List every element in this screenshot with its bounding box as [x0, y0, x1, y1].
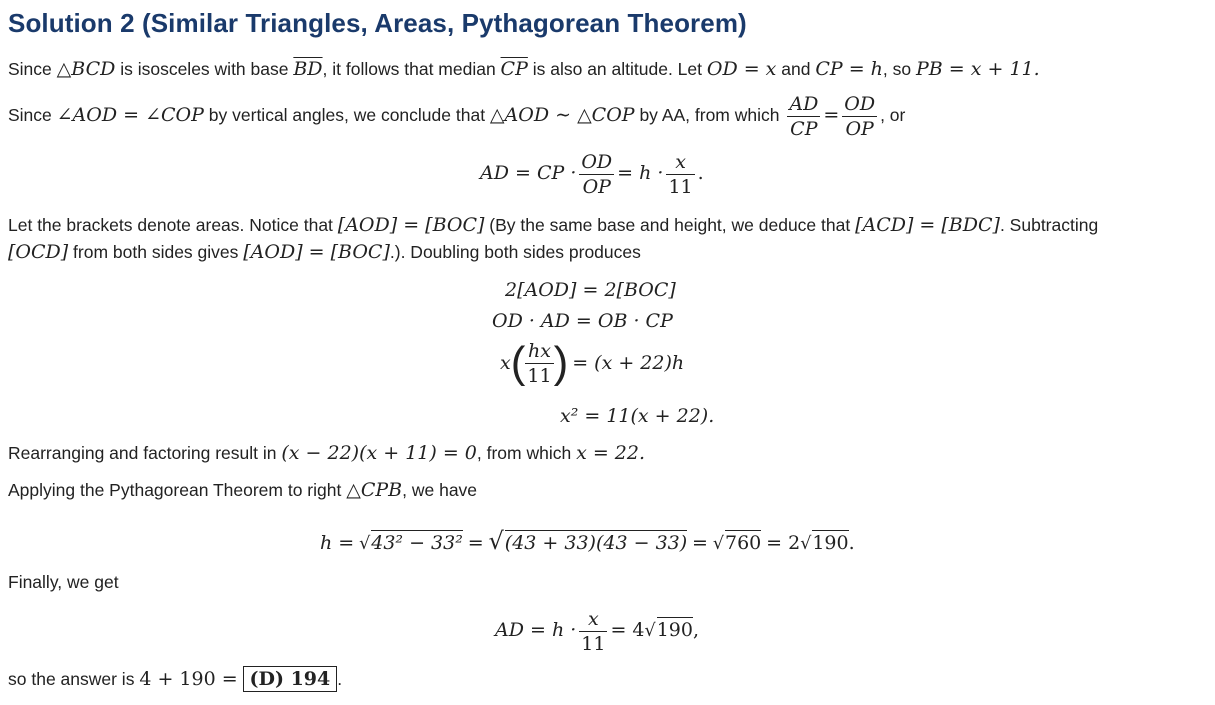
- text: from both sides gives: [68, 242, 244, 262]
- text: , from which: [476, 443, 577, 463]
- math-radicand: 190: [812, 532, 849, 554]
- text: is also an altitude. Let: [527, 59, 707, 79]
- math-line: x² = 11(x + 22).: [560, 405, 715, 427]
- sqrt-symbol: √: [644, 621, 656, 642]
- solution-heading: Solution 2 (Similar Triangles, Areas, Pythagorean Theorem): [8, 8, 747, 38]
- math-equals: = 2: [766, 532, 801, 554]
- math-lhs: AD = h ·: [495, 619, 577, 642]
- numerator: x: [666, 150, 694, 175]
- text: , it follows that median: [322, 59, 501, 79]
- math-triangle-cpb: △CPB: [346, 479, 403, 501]
- align-line-2: [492, 310, 673, 332]
- math-x-22: x = 22.: [576, 442, 646, 464]
- sqrt-symbol: √: [488, 527, 504, 555]
- numerator: OD: [581, 151, 613, 173]
- denominator: 11: [581, 633, 606, 655]
- text: .: [337, 669, 343, 689]
- paragraph-vertical-angles: [8, 92, 905, 141]
- left-paren: (: [510, 338, 526, 387]
- text: Finally, we get: [8, 572, 119, 592]
- answer-box: (D) 194: [243, 666, 338, 692]
- math-triangle-bcd: △BCD: [56, 58, 116, 80]
- math-pb: PB = x + 11.: [915, 58, 1040, 80]
- fraction-od-op: [579, 150, 614, 199]
- sqrt-symbol: √: [800, 534, 812, 554]
- numerator: hx: [525, 339, 553, 364]
- denominator: CP: [790, 118, 818, 140]
- math-ocd: [OCD]: [8, 241, 69, 263]
- math-area-eq2: [ACD] = [BDC]: [855, 214, 1000, 236]
- math-radicand: 43² − 33²: [371, 532, 463, 554]
- numerator: x: [579, 607, 607, 632]
- align-line-3: [500, 338, 684, 388]
- paragraph-areas-1: [8, 214, 1098, 236]
- right-paren: ): [553, 338, 569, 387]
- numerator: OD: [844, 93, 876, 115]
- math-sum: 4 + 190 =: [139, 668, 238, 690]
- denominator: 11: [668, 176, 693, 198]
- math-equals: =: [692, 532, 708, 554]
- align-line-1: [505, 279, 676, 301]
- math-radicand: (43 + 33)(43 − 33): [504, 532, 688, 554]
- math-area-eq: [AOD] = [BOC]: [337, 214, 485, 236]
- equation-final-ad: [495, 607, 699, 656]
- paragraph-pythagorean: [8, 479, 477, 501]
- text: by vertical angles, we conclude that: [203, 105, 490, 126]
- text: , or: [880, 105, 906, 126]
- denominator: OP: [582, 176, 611, 198]
- math-equals: =: [467, 532, 484, 554]
- text: Applying the Pythagorean Theorem to right: [8, 480, 347, 500]
- text: . Subtracting: [999, 215, 1099, 235]
- math-rhs: = (x + 22)h: [572, 352, 685, 374]
- math-cp-h: CP = h: [815, 58, 883, 80]
- text: , so: [882, 59, 916, 79]
- paragraph-finally: [8, 572, 119, 593]
- fraction-x-11: [666, 150, 694, 199]
- math-radicand: 190: [656, 619, 693, 642]
- numerator: AD: [789, 93, 819, 115]
- equation-ad: [480, 150, 704, 199]
- math-line: 2[AOD] = 2[BOC]: [505, 279, 676, 301]
- fraction-od-op: [842, 92, 877, 141]
- math-equals: =: [823, 104, 840, 127]
- paragraph-areas-2: [8, 241, 641, 263]
- math-od-x: OD = x: [706, 58, 777, 80]
- text: by AA, from which: [634, 105, 785, 126]
- paragraph-isosceles: [8, 58, 1040, 80]
- math-segment-bd: $\overline{BD}$: [293, 58, 323, 80]
- math-rhs: = 4: [610, 619, 645, 642]
- text: Since: [8, 105, 57, 126]
- math-comma: ,: [692, 619, 699, 642]
- paragraph-answer: [8, 668, 342, 690]
- denominator: 11: [527, 364, 552, 387]
- text: is isosceles with base: [115, 59, 294, 79]
- math-similar: △AOD ∼ △COP: [489, 104, 635, 127]
- fraction-ad-cp: [787, 92, 820, 141]
- align-line-4: [560, 405, 714, 427]
- fraction-hx-11: [525, 339, 553, 388]
- paragraph-factoring: [8, 442, 645, 464]
- sqrt-symbol: √: [712, 534, 724, 554]
- fraction-x-11: [579, 607, 607, 656]
- math-period: .: [848, 532, 855, 554]
- text: (By the same base and height, we deduce that: [484, 215, 856, 235]
- text: Since: [8, 59, 57, 79]
- math-factored: (x − 22)(x + 11) = 0: [281, 442, 477, 464]
- text: Rearranging and factoring result in: [8, 443, 282, 463]
- text: .). Doubling both sides produces: [389, 242, 641, 262]
- text: Let the brackets denote areas. Notice that: [8, 215, 338, 235]
- text: and: [776, 59, 816, 79]
- equation-h: [320, 527, 855, 555]
- math-line: OD · AD = OB · CP: [492, 310, 673, 332]
- text: , we have: [402, 480, 478, 500]
- math-lhs: AD = CP ·: [480, 162, 577, 185]
- text: so the answer is: [8, 669, 140, 689]
- math-mid: = h ·: [617, 162, 664, 185]
- math-h: h =: [320, 532, 355, 554]
- math-period: .: [697, 162, 704, 185]
- math-radicand: 760: [724, 532, 762, 554]
- math-x: x: [500, 352, 511, 374]
- math-angles: ∠AOD = ∠COP: [56, 104, 204, 127]
- denominator: OP: [845, 118, 874, 140]
- sqrt-symbol: √: [359, 534, 371, 554]
- math-area-eq3: [AOD] = [BOC]: [243, 241, 390, 263]
- math-segment-cp: $\overline{CP}$: [500, 58, 528, 80]
